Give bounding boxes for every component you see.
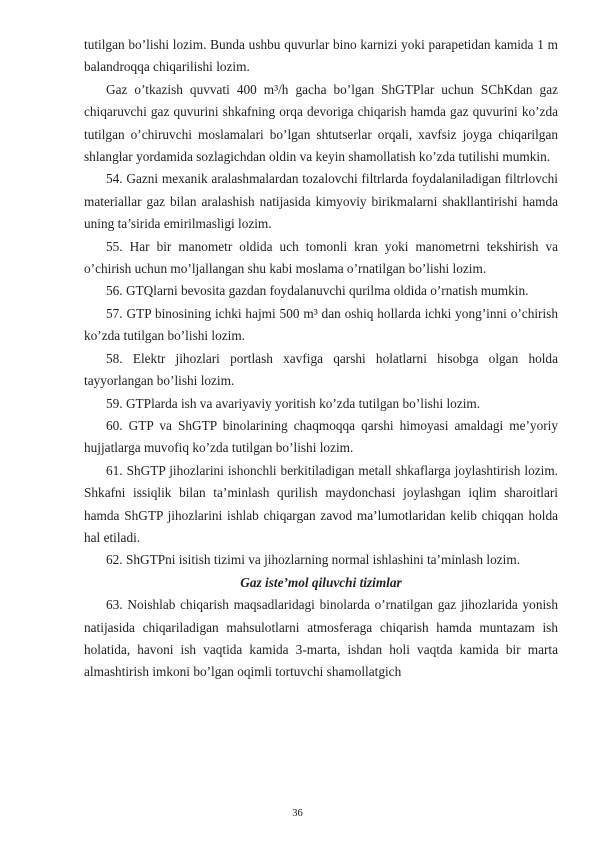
page-number: 36: [292, 808, 303, 819]
paragraph-63: 63. Noishlab chiqarish maqsadlaridagi binolarda o’rnatilgan gaz jihozlarida yonish natijasida chiqariladigan mahsulotlarni atmosferaga chiqarish hamda muntazam ish holatida, havoni ish vaqtida kamida 3-marta, ishdan holi vaqtda kamida bir marta almashtirish imkoni bo’lgan oqimli tortuvchi shamollatgich: [84, 597, 558, 680]
paragraph-continuation: tutilgan bo’lishi lozim. Bunda ushbu quvurlar bino karnizi yoki parapetidan kamida 1 m balandroqqa chiqarilishi lozim.: [84, 37, 558, 75]
paragraph-60: 60. GTP va ShGTP binolarining chaqmoqqa qarshi himoyasi amaldagi me’yoriy hujjatlarga muvofiq ko’zda tutilgan bo’lishi lozim.: [84, 417, 558, 456]
section-heading: Gaz iste’mol qiluvchi tizimlar: [240, 574, 402, 590]
paragraph-gas-capacity: Gaz o’tkazish quvvati 400 m³/h gacha bo’lgan ShGTPlar uchun SChKdan gaz chiqaruvchi gaz quvurini shkafning orqa devoriga chiqarish hamda gaz quvurini ko’zda tutilgan o’chiruvchi moslamalari bo’lgan shtutserlar orqali, xavfsiz joyga chiqarilgan shlanglar yordamida sozlagichdan oldin va keyin shamollatish ko’zda tutilishi mumkin.: [84, 81, 558, 165]
document-page: [84, 34, 558, 684]
paragraph-58: 58. Elektr jihozlari portlash xavfiga qarshi holatlarni hisobga olgan holda tayyorlangan bo’lishi lozim.: [84, 350, 558, 389]
paragraph-59: 59. GTPlarda ish va avariyaviy yoritish ko’zda tutilgan bo’lishi lozim.: [106, 395, 481, 411]
paragraph-56: 56. GTQlarni bevosita gazdan foydalanuvchi qurilma oldida o’rnatish mumkin.: [106, 283, 529, 299]
paragraph-57: 57. GTP binosining ichki hajmi 500 m³ dan oshiq hollarda ichki yong’inni o’chirish ko’zda tutilgan bo’lishi lozim.: [84, 305, 558, 344]
paragraph-62: 62. ShGTPni isitish tizimi va jihozlarning normal ishlashini ta’minlash lozim.: [106, 552, 521, 568]
paragraph-61: 61. ShGTP jihozlarini ishonchli berkitiladigan metall shkaflarga joylashtirish lozim. Shkafni issiqlik bilan ta’minlash qurilish maydonchasi joylashgan iqlim sharoitlari hamda ShGTP jihozlarini ishlab chiqargan zavod ma’lumotlaridan kelib chiqqan holda hal etiladi.: [84, 462, 558, 545]
paragraph-54: 54. Gazni mexanik aralashmalardan tozalovchi filtrlarda foydalaniladigan filtrlovchi materiallar gaz bilan aralashish natijasida kimyoviy birikmalarni shakllantirishi hamda uning ta’sirida emirilmasligi lozim.: [84, 171, 558, 232]
paragraph-55: 55. Har bir manometr oldida uch tomonli kran yoki manometrni tekshirish va o’chirish uchun mo’ljallangan shu kabi moslama o’rnatilgan bo’lishi lozim.: [84, 238, 558, 277]
